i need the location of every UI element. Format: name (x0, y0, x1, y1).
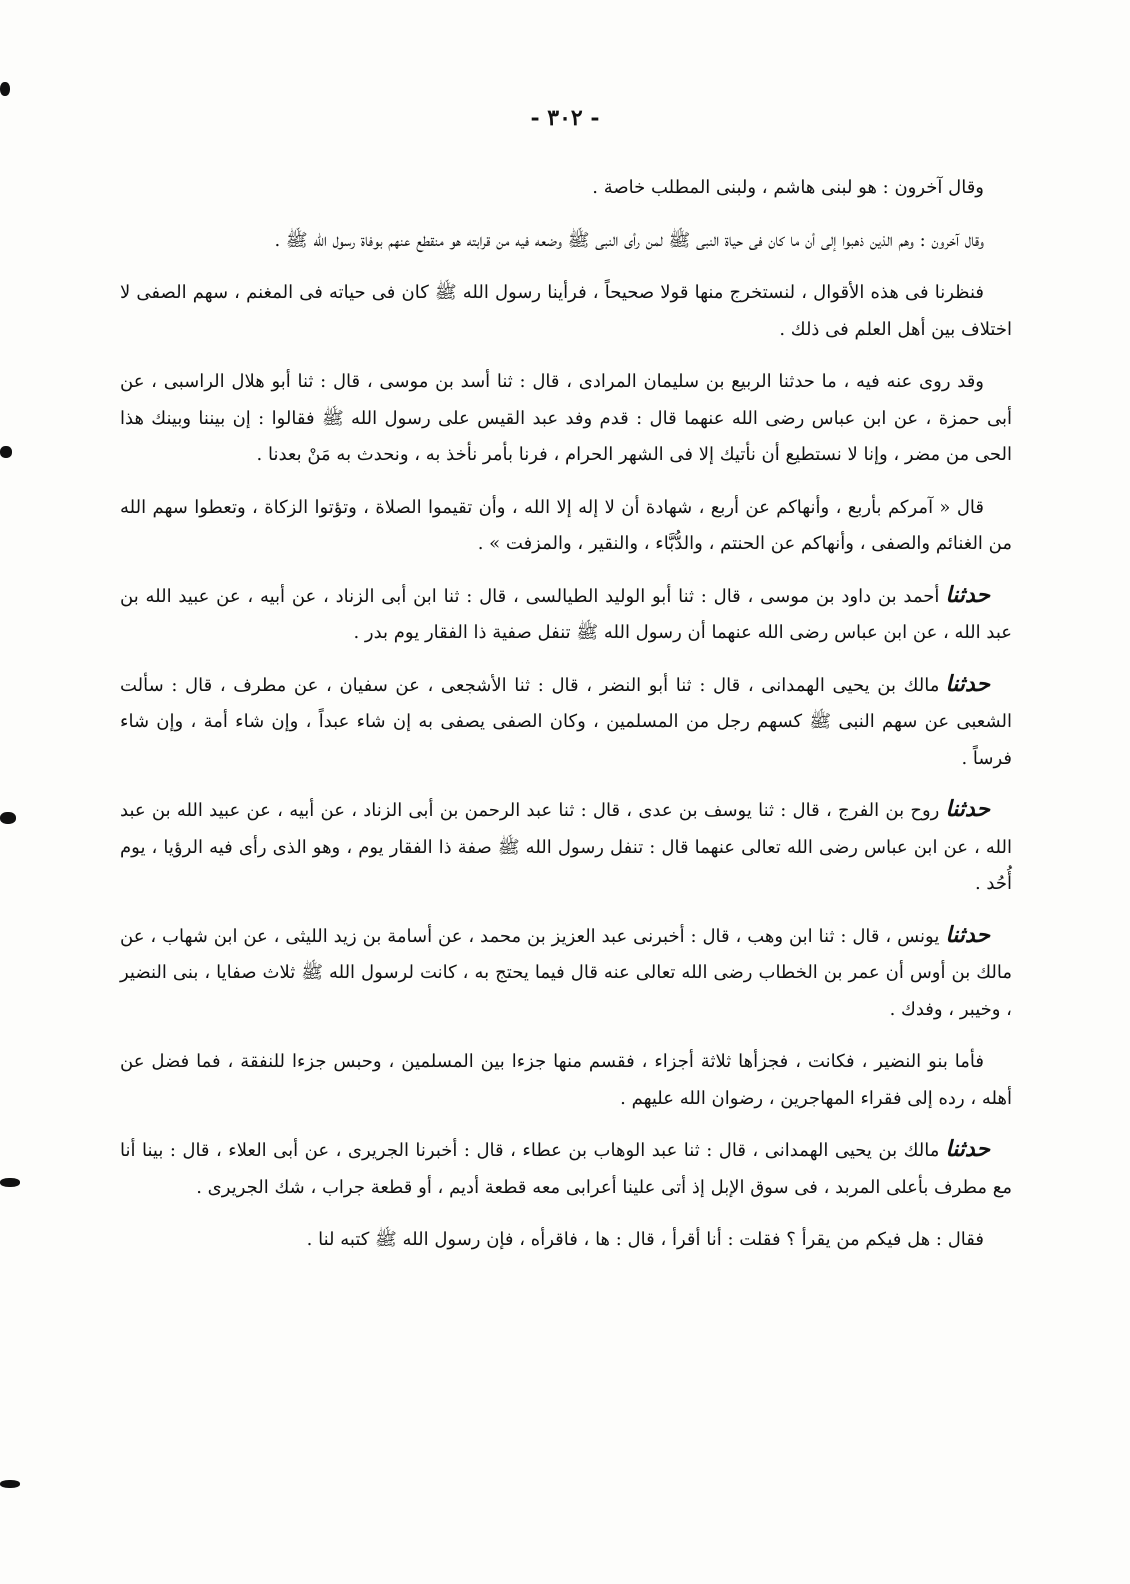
hadith-lead: حدثنا (945, 921, 990, 948)
paragraph (120, 1220, 1012, 1259)
hadith-lead: حدثنا (945, 1136, 990, 1162)
paragraph (120, 1131, 1012, 1206)
paragraph (120, 362, 1012, 474)
paragraph-text: أحمد بن داود بن موسى ، قال : ثنا أبو الوليد الطيالسى ، قال : ثنا ابن أبى الزناد ، عن أبيه ، عن عبيد الله بن عبد الله ، عن ابن عباس رضى الله عنهما أن رسول الله ﷺ تنفل صفية ذا الفقار يوم بدر . (120, 585, 1012, 643)
paragraph (120, 488, 1012, 563)
paragraph-text: يونس ، قال : ثنا ابن وهب ، قال : أخبرنى عبد العزيز بن محمد ، عن أسامة بن زيد الليثى ، عن ابن شهاب ، عن مالك بن أوس أن عمر بن الخطاب رضى الله تعالى عنه قال فيما يحتج به ، كانت لرسول الله ﷺ ثلاث صفايا ، بنى النضير ، وخيبر ، وفدك . (120, 925, 1012, 1020)
hadith-lead: حدثنا (945, 581, 990, 608)
paragraph (120, 168, 1012, 207)
paragraph (120, 666, 1012, 778)
scan-edge-mark (0, 446, 12, 458)
paragraph (120, 917, 1012, 1029)
paragraph-text: وقال آخرون : وهم الذين ذهبوا إلى أن ما كان فى حياة النبى ﷺ لمن رأى النبى ﷺ وضعه فيه من قرابته هو منقطع عنهم بوفاة رسول الله ﷺ . (274, 229, 984, 251)
paragraph (120, 273, 1012, 348)
paragraph-text: روح بن الفرج ، قال : ثنا يوسف بن عدى ، قال : ثنا عبد الرحمن بن أبى الزناد ، عن أبيه ، عن عبيد الله بن عبد الله ، عن ابن عباس رضى الله تعالى عنهما قال : تنفل رسول الله ﷺ صفة ذا الفقار يوم ، وهو الذى رأى فيه الرؤيا ، يوم أُحُد . (120, 800, 1012, 894)
paragraph-text: مالك بن يحيى الهمدانى ، قال : ثنا أبو النضر ، قال : ثنا الأشجعى ، عن سفيان ، عن مطرف ، قال : سألت الشعبى عن سهم النبى ﷺ كسهم رجل من المسلمين ، وكان الصفى يصفى به إن شاء عبداً ، وإن شاء أمة ، وإن شاء فرساً . (120, 674, 1012, 769)
hadith-lead: حدثنا (945, 796, 990, 822)
body-text (120, 168, 1012, 1273)
scan-edge-mark (0, 812, 16, 824)
scan-edge-mark (0, 1480, 20, 1488)
paragraph-text: فقال : هل فيكم من يقرأ ؟ فقلت : أنا أقرأ ، قال : ها ، فاقرأه ، فإن رسول الله ﷺ كتبه لنا . (306, 1229, 984, 1250)
page-number: - ٣٠٢ - (530, 105, 600, 131)
paragraph-text: قال « آمركم بأربع ، وأنهاكم عن أربع ، شهادة أن لا إله إلا الله ، وأن تقيموا الصلاة ، وتؤتوا الزكاة ، وتعطوا سهم الله من الغنائم والصفى ، وأنهاكم عن الحنتم ، والدُّبَّاء ، والنقير ، والمزفت » . (120, 496, 1012, 554)
paragraph (120, 221, 1012, 260)
paragraph-text: وقال آخرون : هو لبنى هاشم ، ولبنى المطلب خاصة . (592, 177, 984, 198)
paragraph (120, 791, 1012, 903)
scan-edge-mark (0, 1178, 20, 1187)
paragraph-text: فنظرنا فى هذه الأقوال ، لنستخرج منها قولا صحيحاً ، فرأينا رسول الله ﷺ كان فى حياته فى المغنم ، سهم الصفى لا اختلاف بين أهل العلم فى ذلك . (120, 282, 1012, 340)
paragraph-text: فأما بنو النضير ، فكانت ، فجزأها ثلاثة أجزاء ، فقسم منها جزءا بين المسلمين ، وحبس جزءا للنفقة ، فما فضل عن أهله ، رده إلى فقراء المهاجرين ، رضوان الله عليهم . (120, 1051, 1012, 1109)
hadith-lead: حدثنا (945, 670, 990, 697)
paragraph (120, 1042, 1012, 1117)
paragraph-text: وقد روى عنه فيه ، ما حدثنا الربيع بن سليمان المرادى ، قال : ثنا أسد بن موسى ، قال : ثنا أبو هلال الراسبى ، عن أبى حمزة ، عن ابن عباس رضى الله عنهما قال : قدم وفد عبد القيس على رسول الله ﷺ فقالوا : إن بيننا وبينك هذا الحى من مضر ، وإنا لا نستطيع أن نأتيك إلا فى الشهر الحرام ، فرنا بأمر نأخذ به ، ونحدث به مَنْ بعدنا . (120, 371, 1012, 465)
scan-edge-mark (0, 82, 10, 96)
paragraph (120, 577, 1012, 652)
paragraph-text: مالك بن يحيى الهمدانى ، قال : ثنا عبد الوهاب بن عطاء ، قال : أخبرنا الجريرى ، عن أبى العلاء ، قال : بينا أنا مع مطرف بأعلى المربد ، فى سوق الإبل إذ أتى علينا أعرابى معه قطعة أديم ، أو قطعة جراب ، شك الجريرى . (120, 1140, 1012, 1198)
